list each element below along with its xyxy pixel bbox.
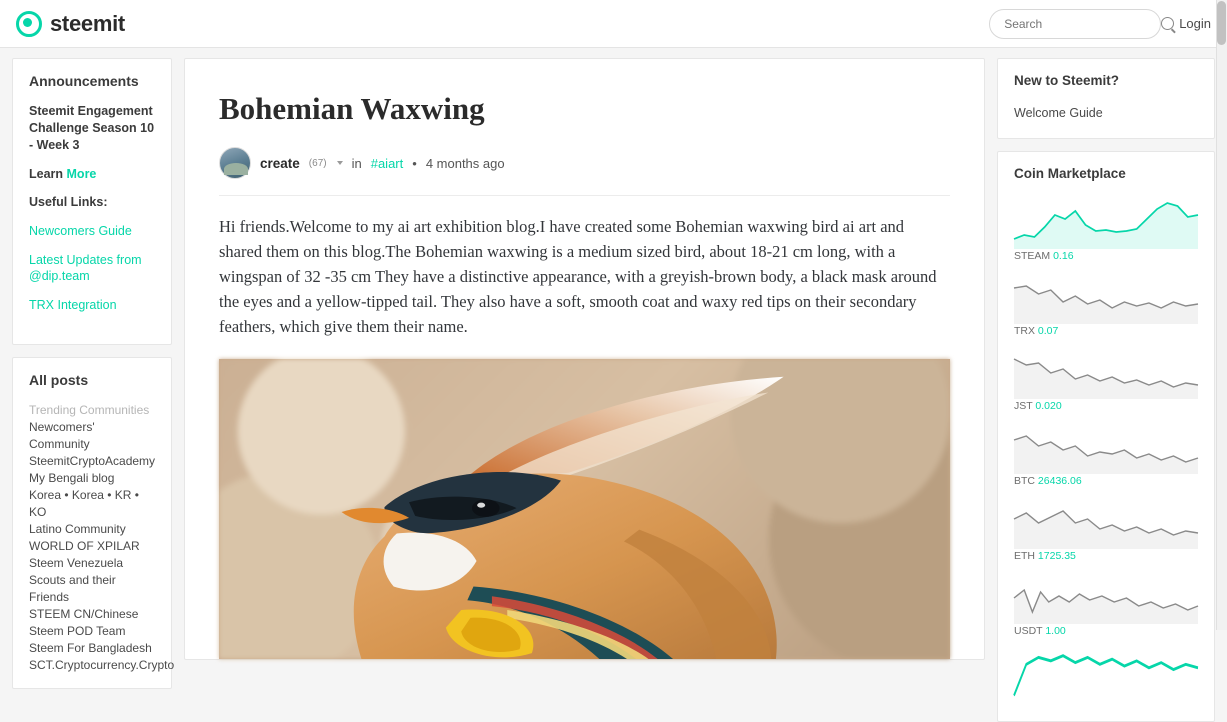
welcome-guide-link[interactable]: Welcome Guide (1014, 106, 1103, 120)
announcements-card (12, 58, 172, 345)
sparkline-next (1014, 647, 1198, 699)
author-reputation: (67) (308, 157, 327, 169)
page-scrollbar[interactable] (1216, 0, 1227, 630)
new-to-steemit-heading: New to Steemit? (1014, 73, 1120, 88)
author-link[interactable]: create (260, 155, 300, 171)
coin-label-steam (1014, 250, 1198, 262)
in-word: in (351, 155, 362, 171)
learn-more-link[interactable]: More (66, 167, 97, 181)
coin-marketplace-card (997, 151, 1215, 722)
post-image (219, 359, 950, 659)
coin-symbol-steam: STEAM (1014, 250, 1051, 262)
sparkline-jst (1014, 347, 1198, 399)
sparkline-steam (1014, 197, 1198, 249)
sidebar-item-sct-cryptocurrency[interactable]: SCT.Cryptocurrency.Crypto (29, 658, 175, 672)
coin-row-btc[interactable] (1014, 422, 1198, 487)
main-column (184, 58, 985, 630)
sidebar-item-trending-communities[interactable]: Trending Communities (29, 403, 150, 417)
coin-label-btc (1014, 475, 1198, 487)
sparkline-usdt (1014, 572, 1198, 624)
top-header (0, 0, 1227, 48)
learn-prefix: Learn (29, 167, 67, 181)
coin-label-eth (1014, 550, 1198, 562)
coin-symbol-usdt: USDT (1014, 625, 1043, 637)
coin-price-usdt: 1.00 (1045, 625, 1066, 637)
all-posts-card (12, 357, 175, 689)
chevron-down-icon[interactable] (337, 161, 343, 165)
coin-row-usdt[interactable] (1014, 572, 1198, 637)
post-body: Hi friends.Welcome to my ai art exhibition blog.I have created some Bohemian waxwing bird ai art and shared them on this blog.The Bohemian waxwing is a medium sized bird, about 18-21 cm long, with a wingspan of 32 -35 cm They have a distinctive appearance, with a greyish-brown body, a black mask around the eyes and a yellow-tipped tail. They also have a soft, smooth coat and waxy red tips on their secondary feathers, which give them their name. (219, 217, 937, 336)
sidebar-item-world-of-xpilar[interactable]: WORLD OF XPILAR (29, 539, 140, 553)
post-byline (219, 147, 950, 196)
bohemian-waxwing-illustration (277, 365, 891, 659)
login-button[interactable]: Login (1179, 16, 1211, 31)
sidebar-item-latino-community[interactable]: Latino Community (29, 522, 126, 536)
link-trx-integration[interactable]: TRX Integration (29, 298, 117, 312)
avatar[interactable] (219, 147, 251, 179)
new-to-steemit-card (997, 58, 1215, 139)
search-icon[interactable] (1161, 17, 1174, 30)
coin-label-trx (1014, 325, 1198, 337)
sidebar-item-steem-cn-chinese[interactable]: STEEM CN/Chinese (29, 607, 139, 621)
sparkline-eth (1014, 497, 1198, 549)
brand-name: steemit (50, 10, 125, 36)
header-actions (989, 9, 1211, 39)
post-timestamp: 4 months ago (425, 155, 505, 171)
search-input[interactable] (1002, 16, 1161, 32)
coin-row-jst[interactable] (1014, 347, 1198, 412)
coin-price-trx: 0.07 (1037, 325, 1059, 337)
sparkline-btc (1014, 422, 1198, 474)
coin-marketplace-heading: Coin Marketplace (1014, 166, 1126, 181)
sidebar-item-steem-for-bangladesh[interactable]: Steem For Bangladesh (29, 641, 152, 655)
link-newcomers-guide[interactable]: Newcomers Guide (29, 224, 132, 238)
coin-label-jst (1014, 400, 1198, 412)
sidebar-item-newcomers-community[interactable]: Newcomers' Community (29, 420, 95, 451)
useful-links-label: Useful Links: (29, 195, 108, 209)
coin-price-eth: 1725.35 (1037, 550, 1076, 562)
all-posts-heading: All posts (29, 372, 89, 388)
page-title: Bohemian Waxwing (219, 91, 485, 126)
sidebar-item-steem-pod-team[interactable]: Steem POD Team (29, 624, 126, 638)
coin-symbol-jst: JST (1014, 400, 1033, 412)
sparkline-trx (1014, 272, 1198, 324)
left-sidebar (12, 58, 175, 672)
coin-symbol-trx: TRX (1014, 325, 1035, 337)
coin-price-jst: 0.020 (1035, 400, 1062, 412)
search-box[interactable] (989, 9, 1161, 39)
coin-price-btc: 26436.06 (1037, 475, 1082, 487)
coin-row-steam[interactable] (1014, 197, 1198, 262)
sidebar-item-steemitcryptoacademy[interactable]: SteemitCryptoAcademy (29, 454, 156, 468)
coin-row-trx[interactable] (1014, 272, 1198, 337)
coin-row-next[interactable] (1014, 647, 1198, 699)
brand-logo[interactable] (16, 11, 125, 37)
link-latest-updates[interactable]: Latest Updates from @dip.team (29, 253, 142, 283)
coin-symbol-eth: ETH (1014, 550, 1035, 562)
page-scrollbar-thumb[interactable] (1217, 1, 1226, 45)
announcement-title[interactable]: Steemit Engagement Challenge Season 10 - Week 3 (29, 104, 155, 152)
coin-symbol-btc: BTC (1014, 475, 1035, 487)
coin-row-eth[interactable] (1014, 497, 1198, 562)
post-tag[interactable]: #aiart (370, 155, 404, 171)
right-sidebar (997, 58, 1215, 637)
sidebar-item-steem-venezuela[interactable]: Steem Venezuela (29, 556, 124, 570)
byline-separator: • (412, 155, 417, 171)
coin-price-steam: 0.16 (1053, 250, 1074, 262)
learn-more-row (29, 167, 155, 181)
sidebar-item-korea[interactable]: Korea • Korea • KR • KO (29, 488, 139, 519)
announcements-heading: Announcements (29, 73, 139, 89)
sidebar-item-scouts-and-their-friends[interactable]: Scouts and their Friends (29, 573, 116, 604)
page-body (0, 48, 1227, 672)
coin-label-usdt (1014, 625, 1198, 637)
post-card (184, 58, 985, 660)
steemit-logo-icon (16, 11, 42, 37)
sidebar-item-my-bengali-blog[interactable]: My Bengali blog (29, 471, 115, 485)
